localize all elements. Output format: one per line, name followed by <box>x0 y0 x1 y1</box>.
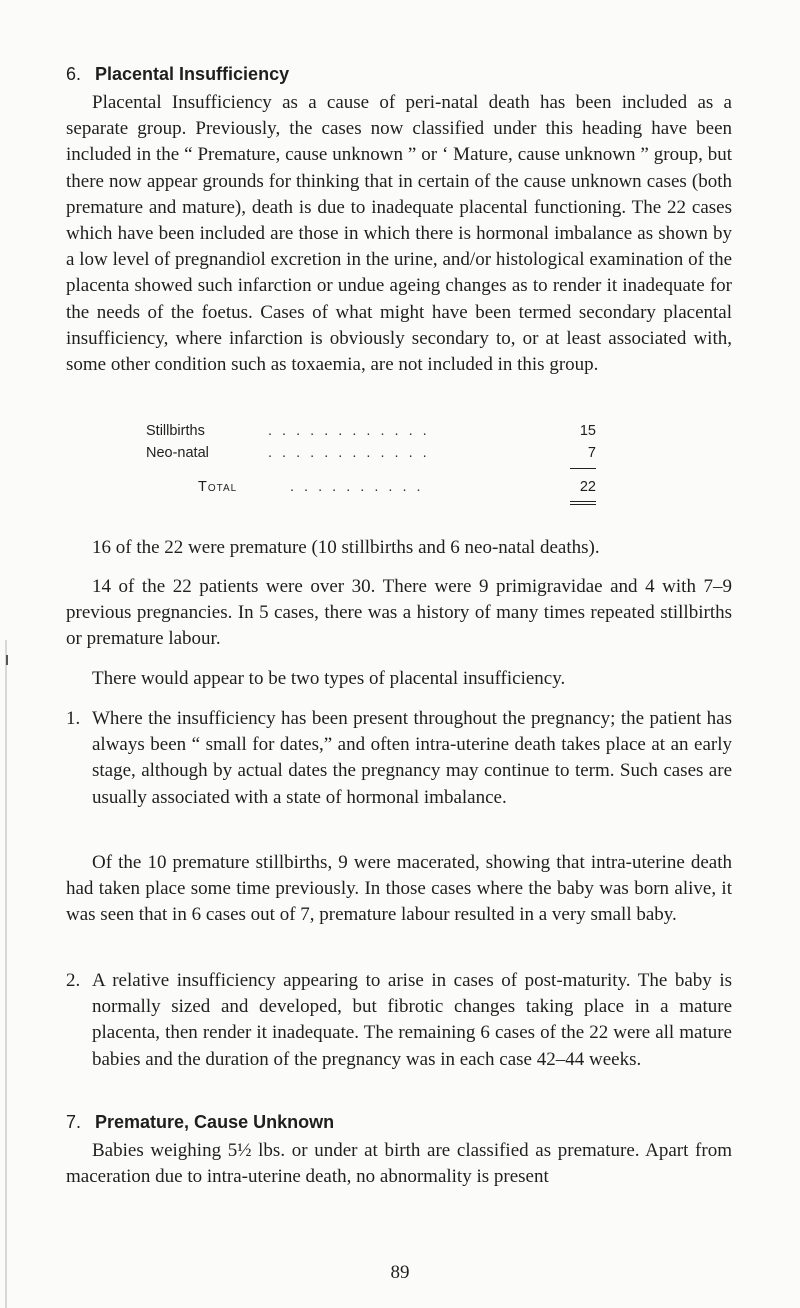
table-value-stillbirths: 15 <box>579 423 596 439</box>
section-7-number: 7. <box>66 1112 82 1132</box>
table-row-stillbirths <box>146 423 596 445</box>
section-6-paragraph-2: 16 of the 22 were premature (10 stillbirths and 6 neo-natal deaths). <box>92 537 600 558</box>
page-edge-mark <box>6 655 8 665</box>
section-7-paragraph-1: Babies weighing 5½ lbs. or under at birth are classified as premature. Apart from maceration due to intra-uterine death, no abnormality is present <box>66 1140 732 1188</box>
table-double-rule-top <box>570 501 596 502</box>
table-label-total: Total <box>198 479 238 495</box>
section-6-paragraph-3: 14 of the 22 patients were over 30. There were 9 primigravidae and 4 with 7–9 previous pregnancies. In 5 cases, there was a history of many times repeated stillbirths or premature labour. <box>66 576 732 650</box>
list-item-2-number: 2. <box>66 970 81 991</box>
table-row-neonatal <box>146 445 596 467</box>
section-6-title: Placental Insufficiency <box>95 64 290 84</box>
table-leader-dots: . . . . . . . . . . <box>290 479 424 495</box>
cases-table <box>146 423 596 501</box>
list-item-2-text: A relative insufficiency appearing to arise in cases of post-maturity. The baby is normally sized and developed, but fibrotic changes taking place in a mature placenta, then render it inadequate. The remaining 6 cases of the 22 were all mature babies and the duration of the pregnancy was in each case 42–44 weeks. <box>92 970 732 1070</box>
table-label-stillbirths: Stillbirths <box>146 423 205 439</box>
section-6-paragraph-4: There would appear to be two types of placental insufficiency. <box>92 668 566 689</box>
page-number: 89 <box>390 1262 410 1283</box>
section-6-paragraph-1: Placental Insufficiency as a cause of peri-natal death has been included as a separate group. Previously, the cases now classified under this heading have been included in the “ Premature, cause unknown ” or ‘ Mature, cause unknown ” group, but there now appear grounds for thinking that in certain of the cause unknown cases (both premature and mature), death is due to inadequate placental functioning. The 22 cases which have been included are those in which there is hormonal imbalance as shown by a low level of pregnandiol excretion in the urine, and/or histological examination of the placenta showed such infarction or undue ageing changes as to render it inadequate for the needs of the foetus. Cases of what might have been termed secondary placental insufficiency, where infarction is obviously secondary to, or at least associated with, some other condition such as toxaemia, are not included in this group. <box>66 92 732 376</box>
page-edge-shadow <box>5 640 7 1308</box>
table-row-total <box>146 479 596 501</box>
table-double-rule-bottom <box>570 504 596 505</box>
section-7-heading <box>66 1112 334 1133</box>
table-value-total: 22 <box>579 479 596 495</box>
section-6-paragraph-5: Of the 10 premature stillbirths, 9 were macerated, showing that intra-uterine death had taken place some time previously. In those cases where the baby was born alive, it was seen that in 6 cases out of 7, premature labour resulted in a very small baby. <box>66 852 732 926</box>
table-value-neonatal: 7 <box>587 445 596 461</box>
section-6-number: 6. <box>66 64 82 84</box>
table-leader-dots: . . . . . . . . . . . . <box>268 423 430 439</box>
table-sum-rule <box>570 468 596 469</box>
section-6-heading <box>66 64 289 85</box>
list-item-1-text: Where the insufficiency has been present throughout the pregnancy; the patient has always been “ small for dates,” and often intra-uterine death takes place at an early stage, although by actual dates the pregnancy may continue to term. Such cases are usually associated with a state of hormonal imbalance. <box>92 708 732 808</box>
table-label-neonatal: Neo-natal <box>146 445 209 461</box>
list-item-1-number: 1. <box>66 708 81 729</box>
table-leader-dots: . . . . . . . . . . . . <box>268 445 430 461</box>
section-7-title: Premature, Cause Unknown <box>95 1112 335 1132</box>
